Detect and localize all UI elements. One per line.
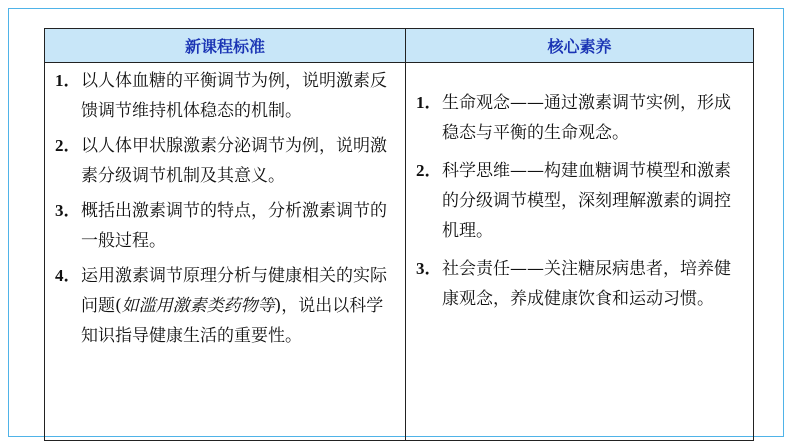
competency-item-2 bbox=[406, 156, 753, 246]
item-number: 3． bbox=[55, 201, 81, 220]
header-new-curriculum: 新课程标准 bbox=[45, 29, 406, 63]
content-row bbox=[45, 63, 754, 441]
competency-item-3 bbox=[406, 254, 753, 314]
standards-table bbox=[44, 28, 754, 441]
item-number: 3． bbox=[416, 259, 442, 278]
item-text-before: 运用激素调节原理分析与健康相关的实际问题( bbox=[81, 266, 387, 316]
item-text: 生命观念——通过激素调节实例，形成稳态与平衡的生命观念。 bbox=[442, 93, 731, 143]
item-text-emphasis: 如滥用激素类药物等 bbox=[121, 296, 275, 316]
curriculum-item-3 bbox=[45, 196, 405, 256]
item-text: 以人体甲状腺激素分泌调节为例，说明激素分级调节机制及其意义。 bbox=[81, 136, 387, 186]
curriculum-item-4 bbox=[45, 261, 405, 351]
item-number: 1． bbox=[55, 71, 81, 90]
item-number: 2． bbox=[55, 136, 81, 155]
item-text: 科学思维——构建血糖调节模型和激素的分级调节模型，深刻理解激素的调控机理。 bbox=[442, 161, 731, 241]
item-number: 1． bbox=[416, 93, 442, 112]
item-number: 4． bbox=[55, 266, 81, 285]
item-text: 以人体血糖的平衡调节为例，说明激素反馈调节维持机体稳态的机制。 bbox=[81, 71, 387, 121]
curriculum-cell bbox=[45, 63, 406, 441]
header-core-competency: 核心素养 bbox=[406, 29, 754, 63]
item-text: 社会责任——关注糖尿病患者，培养健康观念，养成健康饮食和运动习惯。 bbox=[442, 259, 731, 309]
competency-item-1 bbox=[406, 88, 753, 148]
header-row bbox=[45, 29, 754, 63]
item-text: 概括出激素调节的特点，分析激素调节的一般过程。 bbox=[81, 201, 387, 251]
curriculum-item-2 bbox=[45, 131, 405, 191]
item-number: 2． bbox=[416, 161, 442, 180]
curriculum-item-1 bbox=[45, 66, 405, 126]
item-text-after: )，说出以科学知识指导健康生活的重要性。 bbox=[81, 296, 384, 346]
competency-cell bbox=[406, 63, 754, 441]
